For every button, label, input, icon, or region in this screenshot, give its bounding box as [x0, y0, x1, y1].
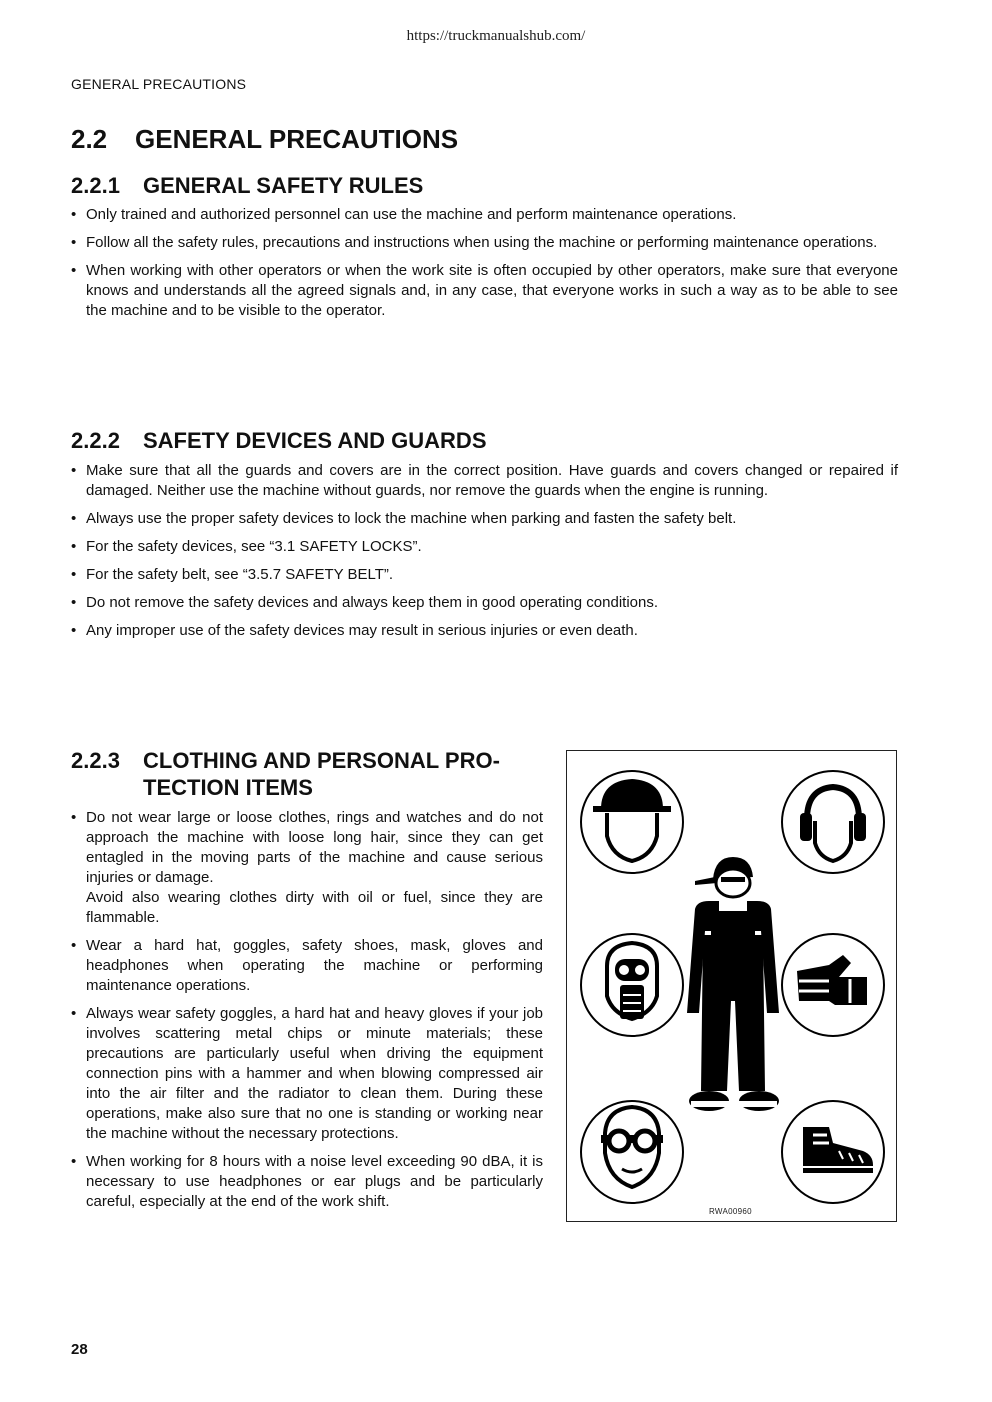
list-item: [71, 808, 543, 928]
section-number: 2.2.3: [71, 748, 120, 773]
list-item: • Always use the proper safety devices to lock the machine when parking and fasten the safety belt.: [71, 509, 898, 529]
protective-equipment-illustration: [567, 751, 898, 1223]
list-item: • When working with other operators or when the work site is often occupied by other operators, make sure that everyone knows and understands all the agreed signals and, in any case, that everyone works in such a way as to be able to see the machine and to be visible to the operator.: [71, 261, 898, 321]
section-title-line2: TECTION ITEMS: [143, 775, 313, 800]
list-item: • Any improper use of the safety devices may result in serious injuries or even death.: [71, 621, 898, 641]
general-safety-rules-list: [71, 205, 898, 329]
list-item: • For the safety devices, see “3.1 SAFETY LOCKS”.: [71, 537, 898, 557]
section-title-line1: CLOTHING AND PERSONAL PRO-: [143, 748, 500, 773]
list-item-text: • Do not wear large or loose clothes, rings and watches and do not approach the machine with loose long hair, since they can get entagled in the moving parts of the machine and cause serious injuries or damage.: [86, 809, 543, 886]
list-item: • Only trained and authorized personnel can use the machine and perform maintenance operations.: [71, 205, 898, 225]
safety-devices-list: [71, 461, 898, 649]
ear-muffs-icon: [782, 771, 884, 873]
list-item: • Make sure that all the guards and covers are in the correct position. Have guards and covers changed or repaired if damaged. Neither use the machine without guards, nor remove the guards when the engine is running.: [71, 461, 898, 501]
gas-mask-icon: [581, 934, 683, 1036]
section-title-text: GENERAL SAFETY RULES: [143, 173, 424, 198]
section-number: 2.2.2: [71, 428, 120, 453]
list-item: • Follow all the safety rules, precautions and instructions when using the machine or performing maintenance operations.: [71, 233, 898, 253]
hard-hat-icon: [581, 771, 683, 873]
section-title-text: SAFETY DEVICES AND GUARDS: [143, 428, 487, 453]
protective-equipment-figure: [566, 750, 897, 1222]
list-item: • Always wear safety goggles, a hard hat and heavy gloves if your job involves scattering metal chips or minute materials; these precautions are particularly useful when driving the equipment connection pins with a hammer and when blowing compressed air into the air filter and the radiator to clean them. During these operations, make also sure that no one is standing or working near the machine without the necessary protections.: [71, 1004, 543, 1144]
list-item: • Wear a hard hat, goggles, safety shoes, mask, gloves and headphones when operating the machine or performing maintenance operations.: [71, 936, 543, 996]
page-number: 28: [71, 1341, 88, 1358]
figure-code: RWA00960: [709, 1207, 752, 1216]
list-item: • When working for 8 hours with a noise level exceeding 90 dBA, it is necessary to use headphones or ear plugs and be particularly careful, especially at the end of the work shift.: [71, 1152, 543, 1212]
glove-icon: [782, 934, 884, 1036]
section-title-clothing-protection: [71, 747, 551, 801]
source-url[interactable]: https://truckmanualshub.com/: [406, 28, 586, 44]
list-item: • Do not remove the safety devices and always keep them in good operating conditions.: [71, 593, 898, 613]
chapter-title-text: GENERAL PRECAUTIONS: [135, 124, 459, 154]
clothing-protection-list: [71, 808, 543, 1220]
list-item: • For the safety belt, see “3.5.7 SAFETY BELT”.: [71, 565, 898, 585]
safety-shoe-icon: [782, 1101, 884, 1203]
goggles-icon: [581, 1101, 683, 1203]
list-item-extra: Avoid also wearing clothes dirty with oil or fuel, since they are flammable.: [86, 889, 543, 926]
worker-figure: [687, 857, 779, 1111]
section-title-safety-devices: [71, 427, 487, 454]
running-head: GENERAL PRECAUTIONS: [71, 76, 247, 92]
section-title-general-safety-rules: [71, 172, 423, 199]
section-number: 2.2.1: [71, 173, 120, 198]
chapter-title: [71, 124, 458, 155]
chapter-number: 2.2: [71, 124, 108, 154]
